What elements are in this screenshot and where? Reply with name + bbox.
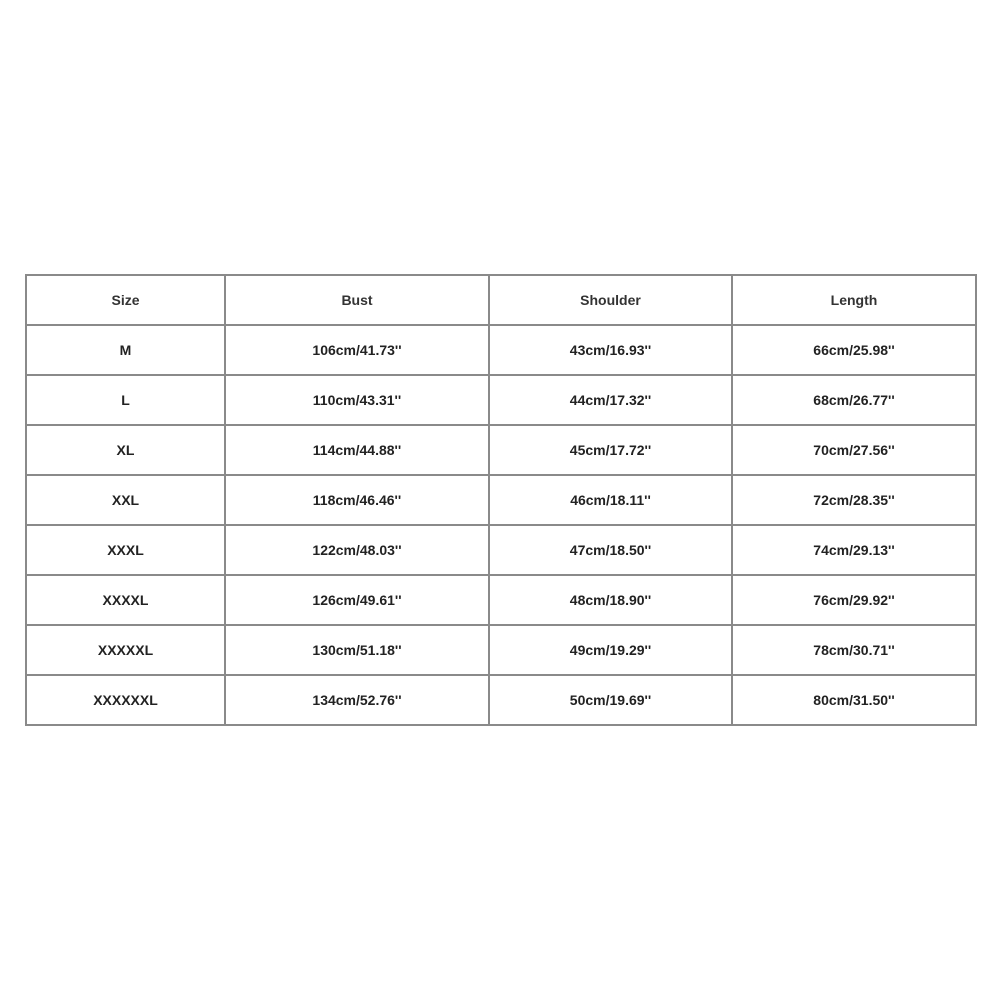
table-row <box>26 625 976 675</box>
cell-shoulder: 48cm/18.90'' <box>489 575 732 625</box>
table-row <box>26 525 976 575</box>
cell-bust: 114cm/44.88'' <box>225 425 489 475</box>
cell-size: XXXL <box>26 525 225 575</box>
table-row <box>26 425 976 475</box>
cell-length: 70cm/27.56'' <box>732 425 976 475</box>
cell-bust: 126cm/49.61'' <box>225 575 489 625</box>
header-shoulder: Shoulder <box>489 275 732 325</box>
table-row <box>26 675 976 725</box>
cell-bust: 118cm/46.46'' <box>225 475 489 525</box>
cell-length: 66cm/25.98'' <box>732 325 976 375</box>
cell-bust: 134cm/52.76'' <box>225 675 489 725</box>
table-row <box>26 475 976 525</box>
cell-shoulder: 49cm/19.29'' <box>489 625 732 675</box>
cell-size: XXL <box>26 475 225 525</box>
cell-bust: 106cm/41.73'' <box>225 325 489 375</box>
table-row <box>26 325 976 375</box>
table-row <box>26 575 976 625</box>
cell-length: 68cm/26.77'' <box>732 375 976 425</box>
header-size: Size <box>26 275 225 325</box>
cell-shoulder: 44cm/17.32'' <box>489 375 732 425</box>
cell-length: 74cm/29.13'' <box>732 525 976 575</box>
cell-shoulder: 50cm/19.69'' <box>489 675 732 725</box>
cell-length: 80cm/31.50'' <box>732 675 976 725</box>
cell-bust: 130cm/51.18'' <box>225 625 489 675</box>
cell-bust: 122cm/48.03'' <box>225 525 489 575</box>
cell-length: 76cm/29.92'' <box>732 575 976 625</box>
header-length: Length <box>732 275 976 325</box>
cell-size: XXXXXXL <box>26 675 225 725</box>
cell-shoulder: 47cm/18.50'' <box>489 525 732 575</box>
cell-bust: 110cm/43.31'' <box>225 375 489 425</box>
cell-shoulder: 46cm/18.11'' <box>489 475 732 525</box>
cell-length: 78cm/30.71'' <box>732 625 976 675</box>
cell-size: XL <box>26 425 225 475</box>
cell-size: L <box>26 375 225 425</box>
header-bust: Bust <box>225 275 489 325</box>
table-header-row <box>26 275 976 325</box>
cell-shoulder: 45cm/17.72'' <box>489 425 732 475</box>
cell-length: 72cm/28.35'' <box>732 475 976 525</box>
cell-shoulder: 43cm/16.93'' <box>489 325 732 375</box>
cell-size: XXXXL <box>26 575 225 625</box>
cell-size: M <box>26 325 225 375</box>
table-row <box>26 375 976 425</box>
cell-size: XXXXXL <box>26 625 225 675</box>
size-chart-table <box>25 274 977 726</box>
